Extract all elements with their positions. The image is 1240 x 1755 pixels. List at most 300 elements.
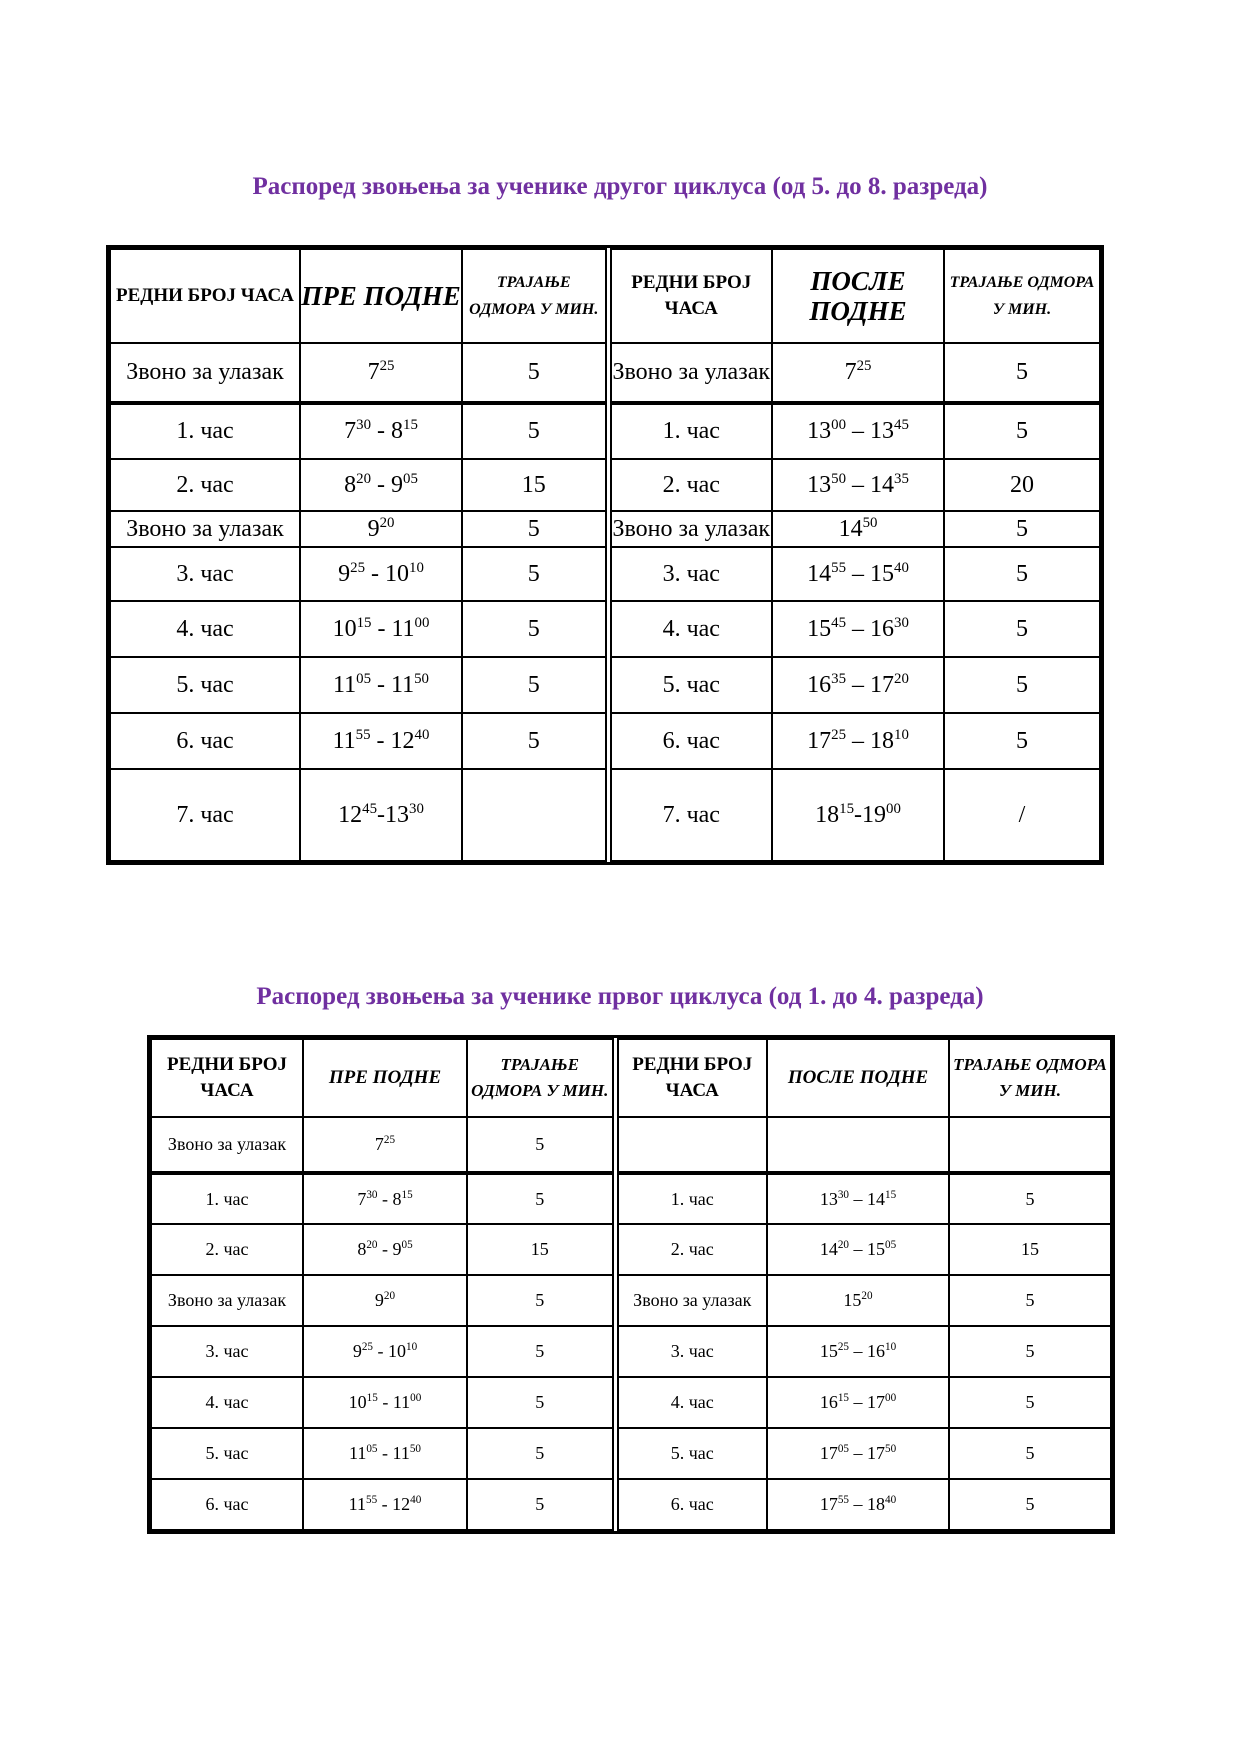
- time-separator: –: [849, 1494, 867, 1514]
- break-minutes: 15: [530, 1239, 549, 1259]
- lesson-label-text: 1. час: [176, 418, 234, 444]
- end-hour: 14: [870, 471, 894, 498]
- afternoon-break: [944, 403, 1100, 459]
- lesson-label-pm: [615, 1224, 767, 1275]
- start-minutes: 25: [379, 358, 395, 374]
- afternoon-time: [767, 1326, 949, 1377]
- header-afternoon: ПОСЛЕ ПОДНЕ: [772, 249, 944, 343]
- schedule-title-second-cycle: Распоред звоњења за ученике другог циклуса (од 5. до 8. разреда): [252, 173, 988, 200]
- afternoon-break: [949, 1117, 1111, 1173]
- start-hour: 9: [352, 1341, 362, 1361]
- end-minutes: 30: [894, 614, 909, 631]
- end-minutes: 50: [885, 1443, 897, 1455]
- table-row: [151, 1224, 1111, 1275]
- lesson-label-pm: [608, 459, 772, 511]
- lesson-label: [110, 459, 300, 511]
- table-row: [151, 1173, 1111, 1224]
- lesson-label-pm: [615, 1117, 767, 1173]
- afternoon-break: [949, 1275, 1111, 1326]
- time-separator: –: [846, 671, 870, 698]
- afternoon-time: [772, 601, 944, 657]
- schedule-table-second-cycle: [109, 248, 1101, 862]
- afternoon-break: [944, 601, 1100, 657]
- morning-time: [303, 1275, 467, 1326]
- time-separator: –: [846, 615, 870, 642]
- end-minutes: 15: [885, 1188, 897, 1201]
- end-hour: 17: [870, 671, 894, 698]
- break-minutes: 5: [1016, 515, 1028, 542]
- afternoon-time: [767, 1173, 949, 1224]
- lesson-label: [110, 657, 300, 713]
- end-minutes: 00: [886, 800, 901, 817]
- table-row: [110, 601, 1100, 657]
- lesson-label-text: 5. час: [176, 671, 234, 698]
- end-minutes: 20: [894, 670, 909, 687]
- time-separator: -: [373, 1341, 388, 1361]
- table-header-row: [110, 249, 1100, 343]
- lesson-label-pm: [608, 343, 772, 403]
- morning-time: [303, 1117, 467, 1173]
- afternoon-time: [767, 1479, 949, 1530]
- start-hour: 7: [367, 359, 380, 385]
- time-separator: -: [377, 1188, 393, 1209]
- time-separator: -: [371, 418, 391, 444]
- start-minutes: 25: [383, 1134, 396, 1146]
- end-minutes: 10: [409, 559, 424, 576]
- start-minutes: 00: [831, 417, 846, 433]
- start-hour: 16: [819, 1392, 838, 1412]
- morning-break: [467, 1377, 615, 1428]
- end-minutes: 00: [410, 1392, 422, 1404]
- time-separator: -: [377, 1392, 393, 1412]
- afternoon-time: [772, 459, 944, 511]
- morning-break: [462, 657, 608, 713]
- lesson-label: [151, 1173, 303, 1224]
- table-row: [110, 511, 1100, 547]
- break-minutes: 5: [527, 727, 540, 754]
- lesson-label-text: 3. час: [205, 1341, 249, 1361]
- end-minutes: 10: [894, 726, 909, 743]
- break-minutes: 15: [1021, 1239, 1039, 1259]
- end-hour: 16: [870, 615, 894, 642]
- morning-time: [300, 343, 462, 403]
- lesson-label-text: Звоно за улазак: [167, 1290, 287, 1310]
- lesson-label: [110, 547, 300, 601]
- table-row: [110, 343, 1100, 403]
- lesson-label: [151, 1377, 303, 1428]
- table-row: [151, 1275, 1111, 1326]
- lesson-label-text: 1. час: [205, 1188, 249, 1209]
- lesson-label: [151, 1117, 303, 1173]
- start-hour: 9: [374, 1290, 384, 1310]
- start-minutes: 45: [831, 614, 846, 631]
- morning-time: [300, 459, 462, 511]
- start-minutes: 20: [379, 514, 395, 531]
- end-hour: 19: [862, 801, 886, 828]
- morning-break: [467, 1224, 615, 1275]
- lesson-label-text: 3. час: [176, 560, 234, 587]
- break-minutes: 5: [527, 359, 540, 385]
- table-row: [110, 547, 1100, 601]
- schedule-table-first-cycle: [150, 1038, 1112, 1531]
- start-minutes: 55: [831, 559, 846, 576]
- start-minutes: 25: [350, 559, 365, 576]
- lesson-label-text: 4. час: [662, 615, 720, 642]
- lesson-label-text: 1. час: [662, 418, 720, 444]
- end-hour: 13: [385, 801, 409, 828]
- break-minutes: 5: [527, 671, 540, 698]
- start-minutes: 15: [366, 1392, 378, 1404]
- end-minutes: 45: [894, 417, 909, 433]
- lesson-label-pm: [615, 1428, 767, 1479]
- start-minutes: 25: [361, 1341, 373, 1353]
- start-minutes: 20: [837, 1239, 849, 1251]
- afternoon-break: [944, 547, 1100, 601]
- break-minutes: 5: [535, 1290, 545, 1310]
- afternoon-break: [944, 769, 1100, 861]
- morning-time: [300, 601, 462, 657]
- end-hour: 14: [867, 1188, 885, 1209]
- lesson-label-pm: [615, 1326, 767, 1377]
- end-minutes: 30: [409, 800, 424, 817]
- break-minutes: 15: [521, 471, 546, 498]
- table-row: [151, 1377, 1111, 1428]
- time-separator: -: [377, 801, 385, 828]
- start-hour: 13: [807, 418, 832, 444]
- afternoon-break: [944, 511, 1100, 547]
- start-hour: 12: [338, 801, 363, 828]
- morning-time: [300, 769, 462, 861]
- table-row: [110, 403, 1100, 459]
- start-hour: 9: [367, 515, 380, 542]
- time-separator: -: [371, 671, 391, 698]
- morning-break: [462, 403, 608, 459]
- break-minutes: 5: [1025, 1290, 1035, 1310]
- start-hour: 17: [819, 1443, 838, 1463]
- end-hour: 11: [391, 671, 415, 698]
- afternoon-break: [949, 1326, 1111, 1377]
- time-separator: –: [849, 1188, 867, 1209]
- lesson-label-text: Звоно за улазак: [633, 1290, 752, 1310]
- lesson-label-text: 2. час: [176, 471, 234, 498]
- time-separator: –: [846, 727, 870, 754]
- end-hour: 15: [870, 560, 894, 587]
- afternoon-break: [944, 343, 1100, 403]
- end-hour: 11: [392, 1392, 411, 1412]
- break-minutes: 5: [1025, 1443, 1035, 1463]
- break-minutes: 5: [535, 1392, 545, 1412]
- end-minutes: 15: [401, 1188, 413, 1201]
- start-minutes: 45: [362, 800, 377, 817]
- lesson-label-pm: [615, 1275, 767, 1326]
- end-hour: 13: [870, 418, 894, 444]
- lesson-label: [151, 1428, 303, 1479]
- break-minutes: 5: [535, 1341, 545, 1361]
- end-hour: 15: [867, 1239, 885, 1259]
- time-separator: -: [854, 801, 862, 828]
- end-minutes: 05: [403, 470, 418, 487]
- afternoon-break: [944, 713, 1100, 769]
- morning-break: [462, 343, 608, 403]
- end-hour: 12: [390, 727, 415, 754]
- end-minutes: 50: [409, 1443, 421, 1455]
- morning-break: [462, 769, 608, 861]
- start-hour: 8: [357, 1239, 367, 1259]
- end-minutes: 40: [885, 1494, 897, 1506]
- lesson-label: [151, 1326, 303, 1377]
- morning-break: [467, 1173, 615, 1224]
- lesson-label-text: Звоно за улазак: [612, 515, 771, 542]
- end-hour: 18: [867, 1494, 885, 1514]
- morning-break: [467, 1326, 615, 1377]
- header-break-afternoon: ТРАЈАЊЕ ОДМОРА У МИН.: [944, 249, 1100, 343]
- afternoon-break: [949, 1173, 1111, 1224]
- end-hour: 16: [867, 1341, 885, 1361]
- morning-break: [462, 601, 608, 657]
- start-hour: 11: [348, 1494, 367, 1514]
- time-separator: -: [371, 471, 391, 498]
- time-separator: –: [849, 1239, 867, 1259]
- start-minutes: 30: [837, 1188, 849, 1201]
- table-row: [151, 1117, 1111, 1173]
- time-separator: –: [846, 418, 870, 444]
- table-row: [110, 459, 1100, 511]
- start-hour: 9: [338, 560, 351, 587]
- lesson-label-text: 2. час: [670, 1239, 714, 1259]
- break-minutes: 5: [527, 615, 540, 642]
- lesson-label: [151, 1275, 303, 1326]
- start-minutes: 35: [831, 670, 846, 687]
- start-minutes: 05: [356, 670, 371, 687]
- time-separator: –: [846, 560, 870, 587]
- lesson-label: [110, 713, 300, 769]
- table-row: [151, 1326, 1111, 1377]
- time-separator: -: [377, 1494, 393, 1514]
- break-minutes: 5: [1016, 418, 1028, 444]
- start-hour: 11: [349, 1443, 367, 1463]
- start-minutes: 15: [837, 1392, 849, 1404]
- lesson-label-pm: [615, 1173, 767, 1224]
- end-minutes: 15: [403, 417, 418, 433]
- start-hour: 15: [807, 615, 832, 642]
- lesson-label: [110, 511, 300, 547]
- lesson-label-text: 6. час: [670, 1494, 714, 1514]
- time-separator: -: [377, 1443, 393, 1463]
- lesson-label-text: 1. час: [670, 1188, 714, 1209]
- start-minutes: 30: [356, 417, 371, 433]
- break-minutes: 5: [535, 1188, 545, 1209]
- morning-break: [462, 547, 608, 601]
- break-minutes: 5: [527, 560, 540, 587]
- time-separator: -: [365, 560, 385, 587]
- lesson-label-text: 2. час: [205, 1239, 249, 1259]
- end-hour: 8: [392, 1188, 402, 1209]
- afternoon-time: [772, 547, 944, 601]
- lesson-label: [110, 403, 300, 459]
- end-hour: 9: [391, 471, 403, 498]
- start-hour: 17: [807, 727, 832, 754]
- start-minutes: 20: [356, 470, 371, 487]
- break-minutes: 5: [1016, 359, 1028, 385]
- start-hour: 13: [807, 471, 832, 498]
- end-minutes: 40: [414, 726, 430, 743]
- table-row: [151, 1428, 1111, 1479]
- start-minutes: 30: [366, 1188, 378, 1201]
- morning-time: [300, 547, 462, 601]
- morning-break: [462, 459, 608, 511]
- break-minutes: 5: [1016, 560, 1028, 587]
- morning-time: [300, 403, 462, 459]
- start-minutes: 20: [366, 1239, 378, 1251]
- end-minutes: 10: [406, 1341, 418, 1353]
- start-minutes: 05: [366, 1443, 378, 1455]
- lesson-label-text: Звоно за улазак: [612, 359, 771, 385]
- lesson-label-text: 5. час: [205, 1443, 249, 1463]
- table-header-row: [151, 1039, 1111, 1117]
- morning-break: [467, 1479, 615, 1530]
- break-minutes: 5: [527, 515, 540, 542]
- break-minutes: 5: [1016, 727, 1028, 754]
- start-minutes: 25: [837, 1341, 849, 1353]
- morning-time: [300, 511, 462, 547]
- end-minutes: 00: [885, 1392, 897, 1404]
- end-minutes: 40: [894, 559, 909, 576]
- afternoon-time: [772, 343, 944, 403]
- morning-time: [300, 657, 462, 713]
- header-break-morning: ТРАЈАЊЕ ОДМОРА У МИН.: [467, 1039, 615, 1117]
- afternoon-time: [767, 1428, 949, 1479]
- end-hour: 17: [867, 1443, 885, 1463]
- lesson-label-text: 3. час: [670, 1341, 714, 1361]
- end-minutes: 00: [414, 614, 430, 631]
- start-hour: 11: [333, 671, 357, 698]
- header-lesson-number: РЕДНИ БРОЈ ЧАСА: [151, 1039, 303, 1117]
- header-break-morning: ТРАЈАЊЕ ОДМОРА У МИН.: [462, 249, 608, 343]
- morning-break: [467, 1117, 615, 1173]
- afternoon-break: [949, 1479, 1111, 1530]
- break-minutes: 5: [1025, 1188, 1035, 1209]
- afternoon-break: [944, 657, 1100, 713]
- lesson-label: [110, 769, 300, 861]
- lesson-label: [110, 343, 300, 403]
- lesson-label: [151, 1224, 303, 1275]
- morning-time: [303, 1326, 467, 1377]
- afternoon-time: [772, 403, 944, 459]
- lesson-label-text: 4. час: [205, 1392, 249, 1412]
- start-minutes: 25: [831, 726, 846, 743]
- start-minutes: 50: [862, 514, 878, 531]
- end-hour: 18: [870, 727, 894, 754]
- time-separator: –: [846, 471, 870, 498]
- start-hour: 7: [357, 1188, 367, 1209]
- lesson-label-text: 7. час: [176, 801, 234, 828]
- start-hour: 11: [332, 727, 356, 754]
- time-separator: -: [377, 1239, 393, 1259]
- break-minutes: 5: [1016, 615, 1028, 642]
- lesson-label-pm: [608, 403, 772, 459]
- lesson-label: [151, 1479, 303, 1530]
- afternoon-break: [949, 1224, 1111, 1275]
- start-hour: 13: [819, 1188, 838, 1209]
- lesson-label-text: 2. час: [662, 471, 720, 498]
- break-minutes: 5: [1016, 671, 1028, 698]
- start-minutes: 05: [837, 1443, 849, 1455]
- lesson-label-pm: [615, 1377, 767, 1428]
- table-row: [110, 657, 1100, 713]
- header-morning: ПРЕ ПОДНЕ: [300, 249, 462, 343]
- lesson-label-text: 6. час: [662, 727, 720, 754]
- start-hour: 18: [815, 801, 840, 828]
- start-hour: 14: [838, 515, 863, 542]
- start-hour: 17: [819, 1494, 838, 1514]
- start-hour: 7: [344, 418, 357, 444]
- start-minutes: 55: [366, 1494, 378, 1506]
- lesson-label-text: Звоно за улазак: [126, 515, 284, 542]
- morning-break: [462, 713, 608, 769]
- break-minutes: 5: [535, 1494, 545, 1514]
- lesson-label: [110, 601, 300, 657]
- end-minutes: 50: [414, 670, 429, 687]
- lesson-label-text: 7. час: [662, 801, 720, 828]
- start-hour: 14: [807, 560, 832, 587]
- break-minutes: 5: [1025, 1392, 1035, 1412]
- time-separator: –: [849, 1341, 867, 1361]
- header-break-afternoon: ТРАЈАЊЕ ОДМОРА У МИН.: [949, 1039, 1111, 1117]
- lesson-label-text: 4. час: [176, 615, 234, 642]
- end-hour: 11: [391, 615, 415, 642]
- start-hour: 15: [819, 1341, 838, 1361]
- lesson-label-pm: [608, 547, 772, 601]
- start-hour: 14: [819, 1239, 838, 1259]
- break-minutes: 5: [535, 1443, 545, 1463]
- morning-break: [467, 1275, 615, 1326]
- lesson-label-pm: [608, 601, 772, 657]
- afternoon-break: [949, 1428, 1111, 1479]
- end-hour: 12: [392, 1494, 411, 1514]
- break-minutes: 5: [1025, 1341, 1035, 1361]
- start-hour: 8: [344, 471, 357, 498]
- afternoon-time: [772, 713, 944, 769]
- end-minutes: 40: [410, 1494, 422, 1506]
- start-minutes: 20: [861, 1290, 873, 1302]
- end-minutes: 35: [894, 470, 909, 487]
- lesson-label-pm: [608, 713, 772, 769]
- time-separator: –: [849, 1443, 867, 1463]
- end-hour: 10: [388, 1341, 406, 1361]
- end-hour: 8: [391, 418, 403, 444]
- end-hour: 17: [867, 1392, 885, 1412]
- morning-time: [303, 1428, 467, 1479]
- afternoon-break: [949, 1377, 1111, 1428]
- end-minutes: 10: [885, 1341, 897, 1353]
- afternoon-time: [772, 511, 944, 547]
- morning-time: [303, 1479, 467, 1530]
- morning-time: [300, 713, 462, 769]
- header-lesson-number-pm: РЕДНИ БРОЈ ЧАСА: [608, 249, 772, 343]
- afternoon-break: [944, 459, 1100, 511]
- lesson-label-text: 3. час: [662, 560, 720, 587]
- time-separator: -: [370, 727, 391, 754]
- lesson-label-text: 6. час: [205, 1494, 249, 1514]
- morning-time: [303, 1173, 467, 1224]
- break-minutes: 5: [527, 418, 540, 444]
- lesson-label-text: Звоно за улазак: [167, 1134, 287, 1154]
- lesson-label-text: 4. час: [670, 1392, 714, 1412]
- afternoon-time: [767, 1377, 949, 1428]
- start-minutes: 25: [856, 358, 872, 374]
- lesson-label-pm: [608, 511, 772, 547]
- start-minutes: 15: [356, 614, 372, 631]
